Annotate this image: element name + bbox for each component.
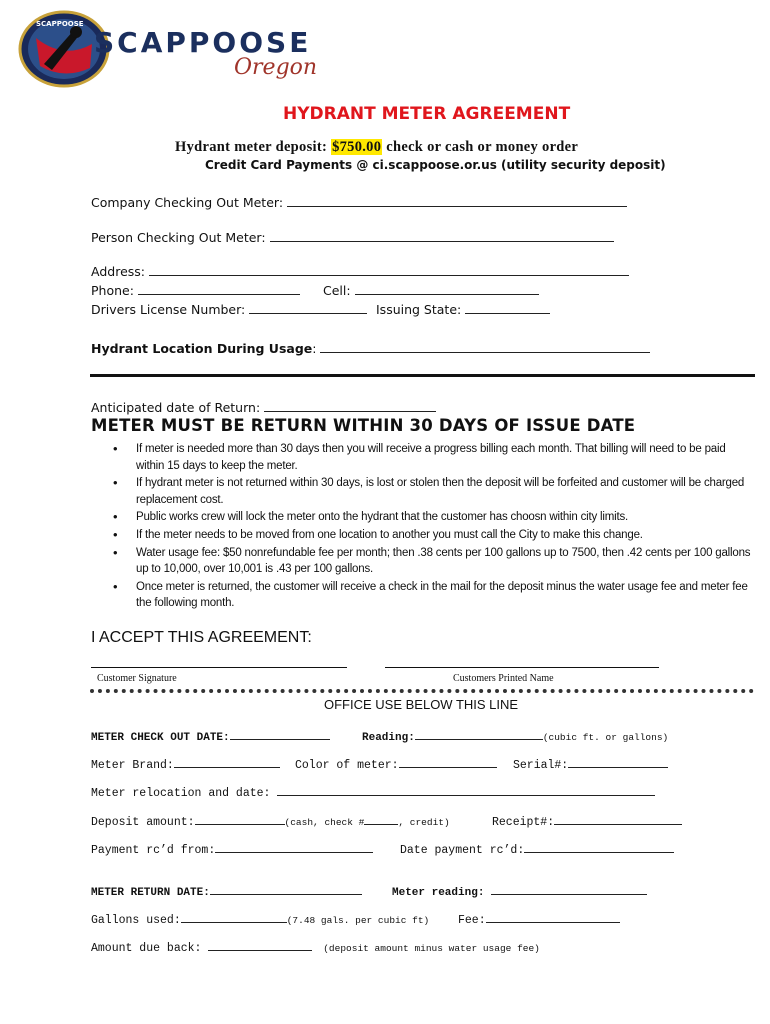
- relocation-field[interactable]: [91, 782, 655, 800]
- payment-from-blank[interactable]: [215, 839, 373, 853]
- check-number-blank[interactable]: [364, 811, 398, 825]
- terms-list: [112, 441, 752, 613]
- deposit-amount: $750.00: [332, 139, 382, 155]
- payment-date-label: Date payment rc’d:: [400, 844, 525, 857]
- phone-blank[interactable]: [138, 281, 300, 295]
- fee-blank[interactable]: [486, 909, 620, 923]
- deposit-amount-field[interactable]: [91, 811, 450, 829]
- notice-heading: METER MUST BE RETURN WITHIN 30 DAYS OF ISSUE DATE: [91, 416, 636, 435]
- color-blank[interactable]: [399, 754, 497, 768]
- company-blank[interactable]: [287, 193, 627, 207]
- brand-field[interactable]: [91, 754, 280, 772]
- person-field[interactable]: [91, 228, 614, 245]
- amount-note: (deposit amount minus water usage fee): [323, 943, 540, 954]
- person-label: Person Checking Out Meter:: [91, 230, 266, 245]
- deposit-note-b: , credit): [398, 817, 450, 828]
- list-item: • Water usage fee: $50 nonrefundable fee per month; then .38 cents per 100 gallons up to 7500, then .42 cents per 100 gallons up to 10,000, over 10,001 is .43 per 100 gallons.: [112, 545, 752, 578]
- office-divider: [90, 689, 754, 697]
- checkout-date-label: METER CHECK OUT DATE:: [91, 732, 230, 744]
- logo-wordmark: SCAPPOOSE: [94, 26, 312, 59]
- address-field[interactable]: [91, 262, 629, 279]
- signature-label: Customer Signature: [97, 673, 177, 684]
- return-date-field[interactable]: [91, 398, 436, 415]
- payment-date-blank[interactable]: [524, 839, 674, 853]
- hydrant-location-colon: :: [312, 341, 317, 356]
- phone-field[interactable]: [91, 281, 300, 298]
- serial-field[interactable]: [513, 754, 668, 772]
- license-field[interactable]: [91, 300, 367, 317]
- fee-field[interactable]: [458, 909, 620, 927]
- payment-date-field[interactable]: [400, 839, 674, 857]
- checkout-date-field[interactable]: [91, 726, 330, 744]
- logo-oregon: Oregon: [234, 55, 318, 80]
- meter-reading-label: Meter reading:: [392, 887, 485, 899]
- reading-label: Reading:: [362, 732, 415, 744]
- hydrant-location-field[interactable]: [91, 339, 650, 356]
- cell-field[interactable]: [323, 281, 539, 298]
- state-blank[interactable]: [465, 300, 550, 314]
- amount-due-label: Amount due back:: [91, 942, 202, 955]
- logo-arc-text: SCAPPOOSE: [36, 20, 84, 28]
- credit-card-line: Credit Card Payments @ ci.scappoose.or.us (utility security deposit): [205, 158, 666, 172]
- receipt-label: Receipt#:: [492, 816, 555, 829]
- section-divider: [90, 374, 755, 377]
- relocation-label: Meter relocation and date:: [91, 787, 271, 800]
- deposit-line: [175, 139, 578, 156]
- deposit-suffix: check or cash or money order: [386, 139, 579, 155]
- deposit-amount-blank[interactable]: [195, 811, 285, 825]
- relocation-blank[interactable]: [277, 782, 655, 796]
- meter-return-date-label: METER RETURN DATE:: [91, 887, 210, 899]
- company-label: Company Checking Out Meter:: [91, 195, 284, 210]
- amount-due-blank[interactable]: [208, 937, 312, 951]
- cell-label: Cell:: [323, 283, 351, 298]
- receipt-blank[interactable]: [554, 811, 682, 825]
- serial-label: Serial#:: [513, 759, 569, 772]
- company-field[interactable]: [91, 193, 627, 210]
- gallons-used-label: Gallons used:: [91, 914, 181, 927]
- printed-name-label: Customers Printed Name: [453, 673, 554, 684]
- hydrant-location-label: Hydrant Location During Usage: [91, 341, 313, 356]
- page-title: HYDRANT METER AGREEMENT: [283, 104, 571, 124]
- return-date-blank[interactable]: [264, 398, 436, 412]
- meter-reading-field[interactable]: [392, 881, 647, 899]
- meter-return-date-blank[interactable]: [210, 881, 362, 895]
- deposit-note-a: (cash, check #: [284, 817, 365, 828]
- list-item: • Public works crew will lock the meter onto the hydrant that the customer has choosn within city limits.: [112, 509, 752, 526]
- return-date-office-field[interactable]: [91, 881, 362, 899]
- list-item: • Once meter is returned, the customer will receive a check in the mail for the deposit minus the water usage fee and meter fee the following month.: [112, 579, 752, 612]
- state-label: Issuing State:: [376, 302, 462, 317]
- deposit-prefix: Hydrant meter deposit:: [175, 139, 328, 155]
- list-item: • If the meter needs to be moved from one location to another you must call the City to make this change.: [112, 527, 752, 544]
- amount-due-field[interactable]: [91, 937, 540, 955]
- hydrant-location-blank[interactable]: [320, 339, 650, 353]
- accept-heading: I ACCEPT THIS AGREEMENT:: [91, 629, 312, 646]
- color-field[interactable]: [295, 754, 497, 772]
- office-heading: OFFICE USE BELOW THIS LINE: [324, 697, 519, 712]
- address-blank[interactable]: [149, 262, 629, 276]
- phone-label: Phone:: [91, 283, 134, 298]
- checkout-date-blank[interactable]: [230, 726, 330, 740]
- state-field[interactable]: [376, 300, 550, 317]
- signature-line[interactable]: [91, 667, 347, 668]
- reading-blank[interactable]: [415, 726, 543, 740]
- receipt-field[interactable]: [492, 811, 682, 829]
- license-blank[interactable]: [249, 300, 367, 314]
- deposit-amount-label: Deposit amount:: [91, 816, 195, 829]
- reading-note: (cubic ft. or gallons): [542, 732, 669, 743]
- address-label: Address:: [91, 264, 145, 279]
- gallons-used-blank[interactable]: [181, 909, 287, 923]
- payment-from-field[interactable]: [91, 839, 373, 857]
- serial-blank[interactable]: [568, 754, 668, 768]
- payment-from-label: Payment rc’d from:: [91, 844, 216, 857]
- brand-blank[interactable]: [174, 754, 280, 768]
- return-date-label: Anticipated date of Return:: [91, 400, 261, 415]
- person-blank[interactable]: [270, 228, 614, 242]
- list-item: • If meter is needed more than 30 days then you will receive a progress billing each month. That billing will need to be paid within 15 days to keep the meter.: [112, 441, 752, 474]
- gallons-used-field[interactable]: [91, 909, 429, 927]
- list-item: • If hydrant meter is not returned within 30 days, is lost or stolen then the deposit will be forfeited and customer will be charged replacement cost.: [112, 475, 752, 508]
- reading-field[interactable]: [362, 726, 668, 744]
- cell-blank[interactable]: [355, 281, 539, 295]
- city-logo: [14, 8, 344, 90]
- meter-reading-blank[interactable]: [491, 881, 647, 895]
- license-label: Drivers License Number:: [91, 302, 246, 317]
- brand-label: Meter Brand:: [91, 759, 174, 772]
- gallons-note: (7.48 gals. per cubic ft): [286, 915, 430, 926]
- fee-label: Fee:: [458, 914, 486, 927]
- color-label: Color of meter:: [295, 759, 399, 772]
- printed-name-line[interactable]: [385, 667, 659, 668]
